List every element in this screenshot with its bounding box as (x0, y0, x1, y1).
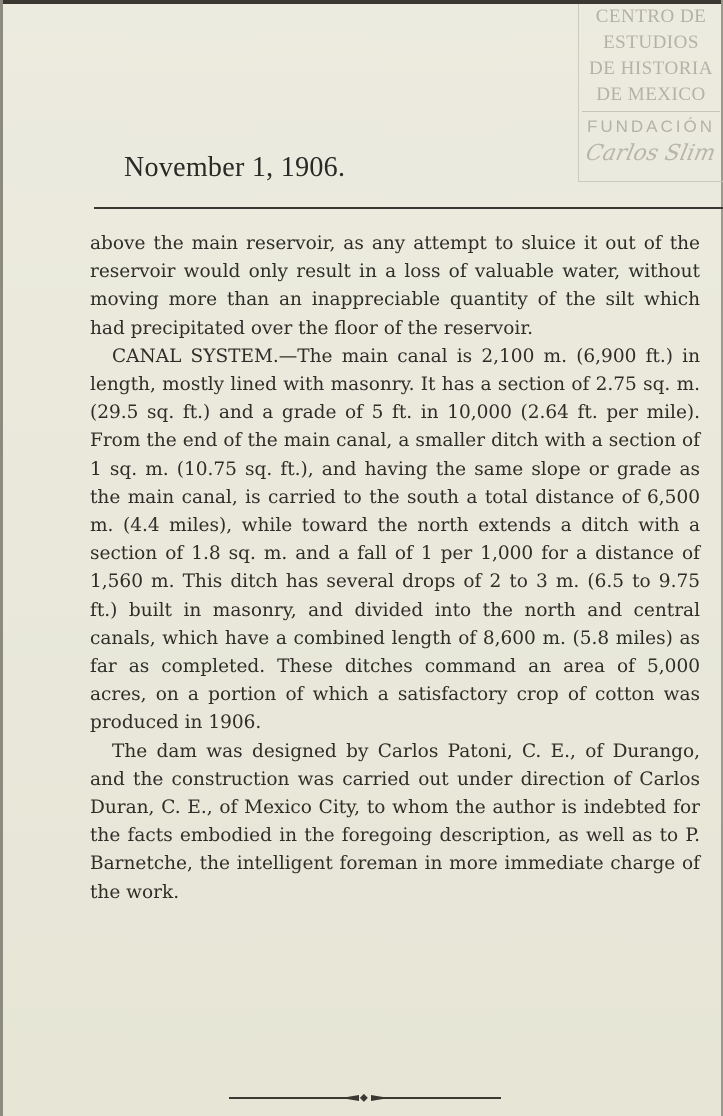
page-date-heading: November 1, 1906. (124, 152, 346, 183)
watermark-line-3: DE HISTORIA (589, 58, 713, 79)
article-body (90, 230, 700, 907)
watermark-line-2: ESTUDIOS (603, 32, 699, 53)
scan-left-edge (0, 0, 3, 1116)
watermark-foundation: FUNDACIÓN (586, 117, 716, 136)
paragraph-canal-system: CANAL SYSTEM.—The main canal is 2,100 m. (6,900 ft.) in length, mostly lined with masonry. It has a section of 2.75 sq. m. (29.5 sq. ft.) and a grade of 5 ft. in 10,000 (2.64 ft. per mile). From the end of the main canal, a smaller ditch with a section of 1 sq. m. (10.75 sq. ft.), and having the same slope or grade as the main canal, is carried to the south a total distance of 6,500 m. (4.4 miles), while toward the north extends a ditch with a section of 1.8 sq. m. and a fall of 1 per 1,000 for a distance of 1,560 m. This ditch has several drops of 2 to 3 m. (6.5 to 9.75 ft.) built in masonry, and divided into the north and central canals, which have a combined length of 8,600 m. (5.8 miles) as far as completed. These ditches command an area of 5,000 acres, on a portion of which a satisfactory crop of cotton was produced in 1906. (90, 345, 700, 734)
watermark-divider (582, 111, 720, 112)
header-rule (94, 207, 723, 209)
archive-watermark (578, 4, 723, 182)
watermark-signature: Carlos Slim (583, 141, 719, 166)
paragraph-continued: above the main reservoir, as any attempt to sluice it out of the reservoir would only result in a loss of valuable water, without moving more than an inappreciable quantity of the silt which had precipitated over the floor of the reservoir. (90, 233, 700, 339)
end-ornament (229, 1093, 501, 1103)
paragraph-credits: The dam was designed by Carlos Patoni, C. E., of Durango, and the construction was carried out under direction of Carlos Duran, C. E., of Mexico City, to whom the author is indebted for the facts embodied in the foregoing description, as well as to P. Barnetche, the intelligent foreman in more immediate charge of the work. (90, 740, 700, 903)
watermark-line-1: CENTRO DE (595, 6, 707, 27)
watermark-line-4: DE MEXICO (596, 84, 706, 105)
